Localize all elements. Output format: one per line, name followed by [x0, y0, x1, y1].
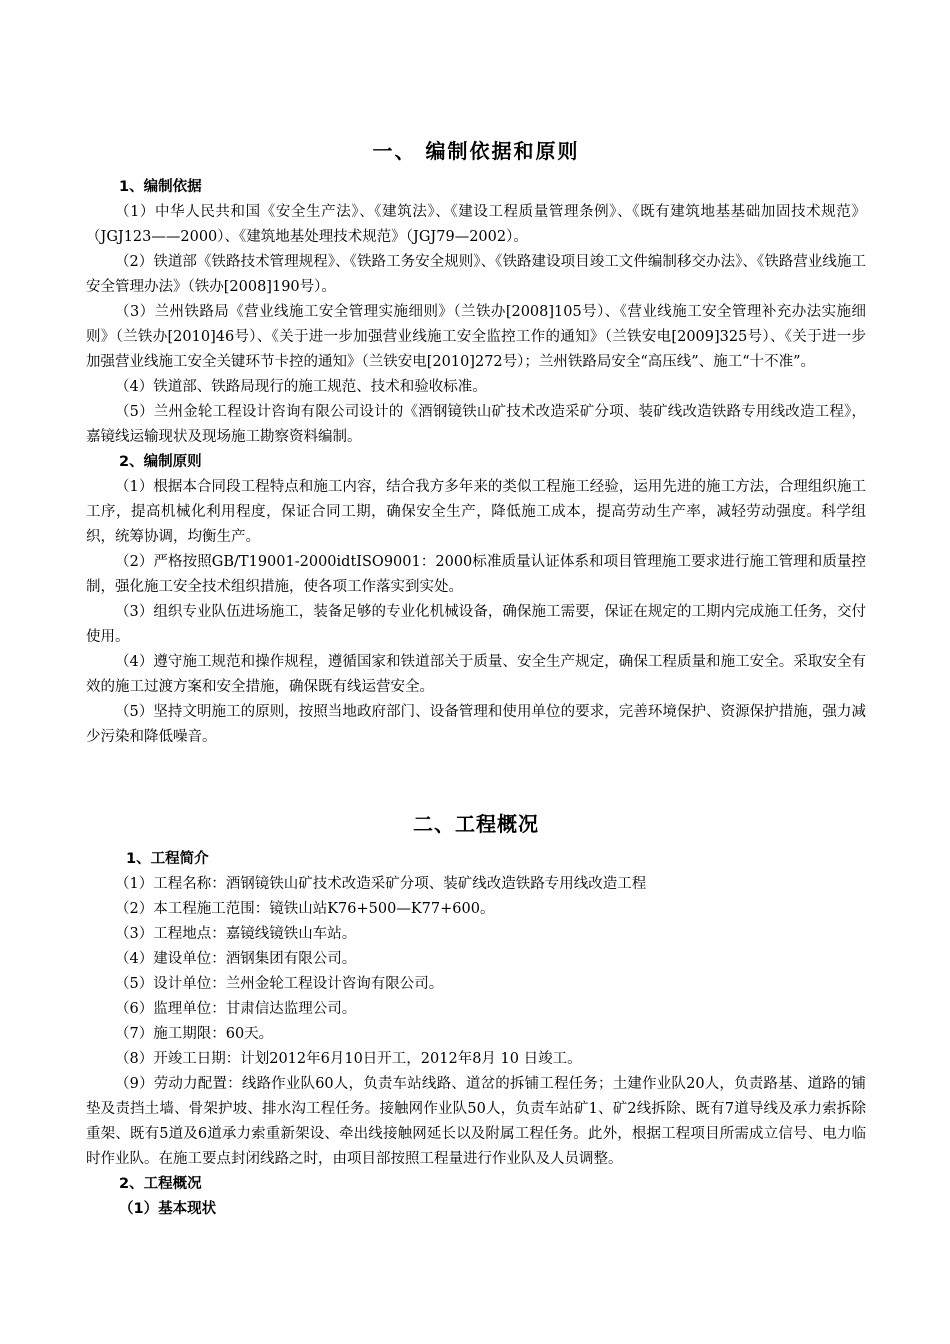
overview-item: （4）建设单位：酒钢集团有限公司。	[115, 951, 357, 967]
section-1-title: 一、 编制依据和原则	[372, 139, 580, 163]
section-2-title: 二、工程概况	[413, 812, 539, 836]
section-2-sub-intro: 1、工程简介	[126, 851, 209, 867]
basis-item: （5）兰州金轮工程设计咨询有限公司设计的《酒钢镜铁山矿技术改造采矿分项、装矿线改造铁路专用线改造工程》，嘉镜线运输现状及现场施工勘察资料编制。	[86, 404, 866, 445]
overview-list	[86, 847, 866, 1222]
labor-paragraph: （9）劳动力配置：线路作业队60人，负责车站线路、道岔的拆铺工程任务；土建作业队20人，负责路基、道路的铺垫及责挡土墙、骨架护坡、排水沟工程任务。接触网作业队50人，负责车站矿1、矿2线拆除、既有7道导线及承力索拆除重架、既有5道及6道承力索重新架设、牵出线接触网延长以及附属工程任务。此外，根据工程项目所需成立信号、电力临时作业队。在施工要点封闭线路之时，由项目部按照工程量进行作业队及人员调整。	[86, 1076, 866, 1167]
basis-item: （2）铁道部《铁路技术管理规程》、《铁路工务安全规则》、《铁路建设项目竣工文件编制移交办法》、《铁路营业线施工安全管理办法》（铁办[2008]190号）。	[86, 254, 866, 295]
basis-item: （3）兰州铁路局《营业线施工安全管理实施细则》（兰铁办[2008]105号）、《营业线施工安全管理补充办法实施细则》（兰铁办[2010]46号）、《关于进一步加强营业线施工安全监控工作的通知》（兰铁安电[2009]325号）、《关于进一步加强营业线施工安全关键环节卡控的通知》（兰铁安电[2010]272号）；兰州铁路局安全“高压线”、施工“十不准”。	[86, 304, 866, 370]
section-2-sub-overview: 2、工程概况	[119, 1176, 202, 1192]
principle-item: （2）严格按照GB/T19001-2000idtISO9001：2000标准质量认证体系和项目管理施工要求进行施工管理和质量控制，强化施工安全技术组织措施，使各项工作落实到实处。	[86, 554, 866, 595]
section-1-sub-basis: 1、编制依据	[119, 179, 202, 195]
overview-item: （8）开竣工日期：计划2012年6月10日开工，2012年8月 10 日竣工。	[115, 1051, 582, 1067]
overview-item: （6）监理单位：甘肃信达监理公司。	[115, 1001, 357, 1017]
basis-item: （1）中华人民共和国《安全生产法》、《建筑法》、《建设工程质量管理条例》、《既有建筑地基基础加固技术规范》（JGJ123——2000）、《建筑地基处理技术规范》（JGJ79—2002）。	[86, 204, 866, 245]
overview-item: （5）设计单位：兰州金轮工程设计咨询有限公司。	[115, 976, 444, 992]
principle-item: （1）根据本合同段工程特点和施工内容，结合我方多年来的类似工程施工经验，运用先进的施工方法，合理组织施工工序，提高机械化利用程度，保证合同工期，确保安全生产，降低施工成本，提高劳动生产率，减轻劳动强度。科学组织，统筹协调，均衡生产。	[86, 479, 866, 545]
principle-item: （4）遵守施工规范和操作规程，遵循国家和铁道部关于质量、安全生产规定，确保工程质量和施工安全。采取安全有效的施工过渡方案和安全措施，确保既有线运营安全。	[86, 654, 866, 695]
overview-item: （2）本工程施工范围：镜铁山站K76+500—K77+600。	[115, 901, 495, 917]
principle-item: （5）坚持文明施工的原则，按照当地政府部门、设备管理和使用单位的要求，完善环境保护、资源保护措施，强力减少污染和降低噪音。	[86, 704, 866, 745]
basis-item: （4）铁道部、铁路局现行的施工规范、技术和验收标准。	[115, 379, 487, 395]
principle-item: （3）组织专业队伍进场施工，装备足够的专业化机械设备，确保施工需要，保证在规定的工期内完成施工任务，交付使用。	[86, 604, 866, 645]
overview-item: （1）工程名称：酒钢镜铁山矿技术改造采矿分项、装矿线改造铁路专用线改造工程	[115, 876, 647, 892]
basis-list	[86, 200, 866, 750]
section-1-sub-principles: 2、编制原则	[119, 454, 202, 470]
section-2-sub-status: （1）基本现状	[119, 1201, 217, 1217]
overview-item: （3）工程地点：嘉镜线镜铁山车站。	[115, 926, 357, 942]
overview-item: （7）施工期限：60天。	[115, 1026, 274, 1042]
